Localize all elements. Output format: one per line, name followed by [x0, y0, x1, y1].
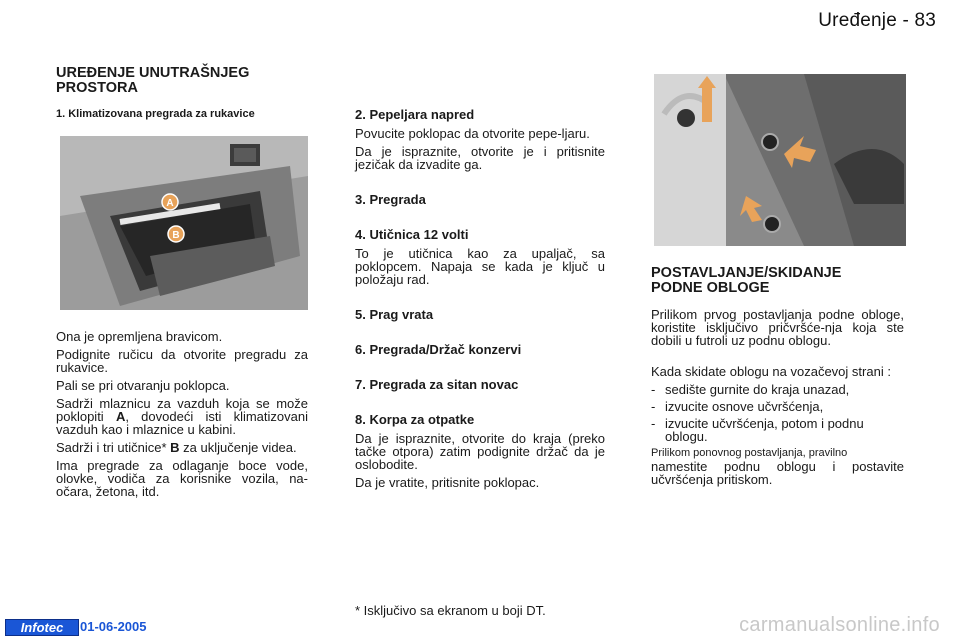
page-header: Uređenje - 83 — [818, 10, 936, 31]
floor-mat-section — [651, 266, 904, 491]
item-3-title: 3. Pregrada — [355, 192, 426, 207]
title-line: PODNE OBLOGE — [651, 280, 770, 296]
floor-mat-photo — [654, 74, 906, 246]
paragraph: Ima pregrade za odlaganje boce vode, olovke, vodiča za korisnike vozila, na-očara, žetona, itd. — [56, 458, 308, 499]
item-4-title: 4. Utičnica 12 volti — [355, 227, 469, 242]
text-run: Sadrži mlaznicu za vazduh koja se može poklopiti — [56, 396, 308, 424]
paragraph: Ona je opremljena bravicom. — [56, 329, 223, 344]
paragraph: Da je ispraznite, otvorite do kraja (preko tačke otpora) zatim podignite držač da je oslobodite. — [355, 431, 605, 472]
paragraph: Prilikom prvog postavljanja podne obloge, koristite isključivo pričvršće-nja koja ste dobili u futroli uz podnu oblogu. — [651, 307, 904, 348]
section-title-floor-mat — [651, 266, 904, 296]
label-b: B — [170, 440, 180, 455]
footnote: * Isključivo sa ekranom u boji DT. — [355, 603, 546, 618]
text-run: Sadrži i tri utičnice* — [56, 440, 171, 455]
bullet-text: sedište gurnite do kraja unazad, — [665, 382, 850, 397]
list-item — [651, 417, 904, 443]
photo-label-a: A — [166, 198, 174, 209]
text-run: za uključenje videa. — [179, 440, 297, 455]
infotec-logo: Infotec — [5, 619, 79, 636]
paragraph: Kada skidate oblogu na vozačevoj strani : — [651, 364, 891, 379]
paragraph — [56, 441, 308, 454]
bullet-dash: - — [651, 382, 656, 397]
paragraph: Povucite poklopac da otvorite pepe-ljaru. — [355, 126, 590, 141]
paragraph: Da je vratite, pritisnite poklopac. — [355, 475, 540, 490]
label-a: A — [115, 409, 126, 424]
title-line: UREĐENJE UNUTRAŠNJEG — [56, 65, 250, 81]
item-7-title: 7. Pregrada za sitan novac — [355, 377, 519, 392]
bullet-dash: - — [651, 399, 656, 414]
paragraph: Da je ispraznite, otvorite je i pritisnite jezičak da izvadite ga. — [355, 144, 605, 172]
glovebox-photo — [60, 136, 308, 310]
list-item — [651, 400, 904, 413]
bullet-text: izvucite učvršćenja, potom i podnu oblogu. — [665, 416, 864, 444]
bullet-dash: - — [651, 416, 656, 431]
paragraph-small: Prilikom ponovnog postavljanja, pravilno — [651, 447, 848, 459]
item-6-title: 6. Pregrada/Držač konzervi — [355, 342, 522, 357]
paragraph: To je utičnica kao za upaljač, sa poklopcem. Napaja se kada je ključ u položaju rad. — [355, 246, 605, 287]
items-list — [355, 108, 605, 494]
item-8-title: 8. Korpa za otpatke — [355, 412, 475, 427]
item-1-title: 1. Klimatizovana pregrada za rukavice — [56, 108, 255, 120]
title-line: PROSTORA — [56, 80, 138, 96]
text-run: , dovodeći isti klimatizovani vazduh kao i mlaznice u kabini. — [56, 409, 308, 437]
paragraph — [56, 397, 308, 436]
paragraph: Pali se pri otvaranju poklopca. — [56, 378, 230, 393]
watermark: carmanualsonline.info — [739, 614, 940, 636]
paragraph: Podignite ručicu da otvorite pregradu za rukavice. — [56, 347, 308, 375]
list-item — [651, 383, 904, 396]
print-date: 01-06-2005 — [80, 619, 147, 634]
title-line: POSTAVLJANJE/SKIDANJE — [651, 265, 842, 281]
item-2-title: 2. Pepeljara napred — [355, 107, 475, 122]
glovebox-description — [56, 330, 308, 503]
item-5-title: 5. Prag vrata — [355, 307, 434, 322]
bullet-text: izvucite osnove učvršćenja, — [665, 399, 824, 414]
photo-label-b: B — [172, 230, 180, 241]
section-title-interior — [56, 66, 316, 96]
paragraph: namestite podnu oblogu i postavite učvršćenja pritiskom. — [651, 459, 904, 487]
